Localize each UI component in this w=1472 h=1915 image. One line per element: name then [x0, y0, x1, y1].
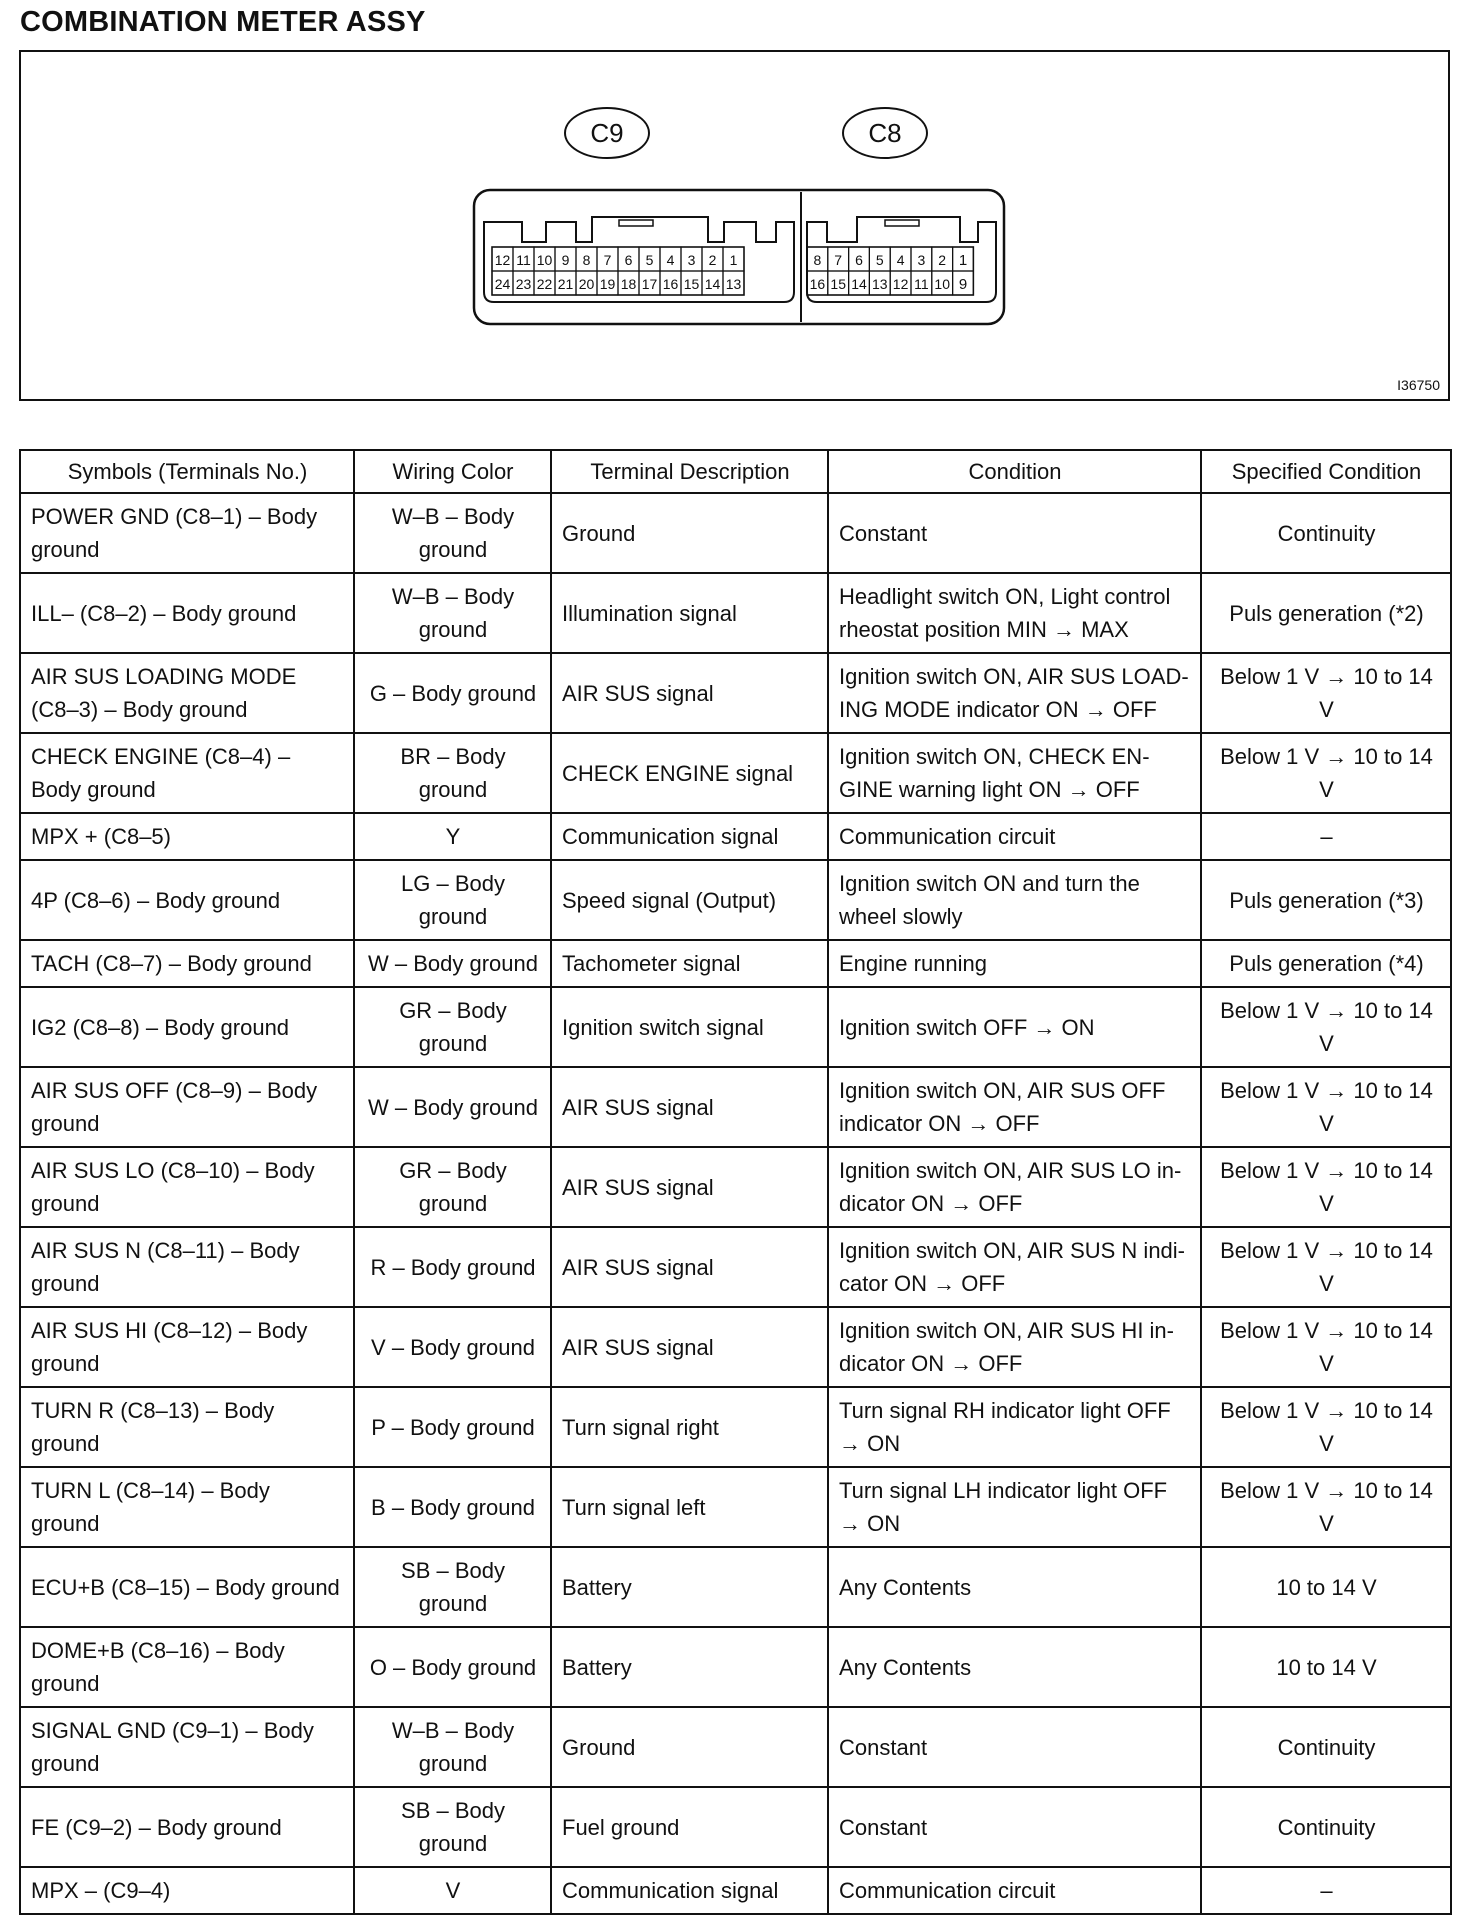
pin-number: 7 — [834, 252, 843, 268]
pin-number: 24 — [494, 276, 511, 292]
table-row — [20, 940, 1451, 987]
pin-number: 2 — [938, 252, 947, 268]
cell-symbols: AIR SUS N (C8–11) – Body ground — [20, 1227, 354, 1307]
pin-number: 14 — [851, 276, 867, 292]
cell-terminal-description: Speed signal (Output) — [551, 860, 828, 940]
table-row — [20, 1067, 1451, 1147]
table-row — [20, 860, 1451, 940]
terminal-table — [19, 449, 1452, 1915]
cell-specified-condition: Below 1 V → 10 to 14 V — [1201, 987, 1451, 1067]
pin-number: 12 — [494, 252, 511, 268]
cell-condition: Constant — [828, 1787, 1201, 1867]
pin-number: 9 — [958, 276, 968, 293]
cell-terminal-description: Communication signal — [551, 1867, 828, 1914]
cell-wiring-color: W–B – Body ground — [354, 493, 551, 573]
connector-label: C8 — [868, 118, 902, 148]
pin-number: 8 — [813, 252, 822, 268]
pin-number: 5 — [875, 252, 884, 268]
cell-wiring-color: Y — [354, 813, 551, 860]
table-row — [20, 493, 1451, 573]
connector-figure — [19, 50, 1450, 401]
pin-number: 11 — [914, 276, 929, 292]
cell-specified-condition: Below 1 V → 10 to 14 V — [1201, 1067, 1451, 1147]
pin-number: 5 — [645, 252, 654, 268]
cell-wiring-color: BR – Body ground — [354, 733, 551, 813]
table-row — [20, 1147, 1451, 1227]
cell-terminal-description: Turn signal left — [551, 1467, 828, 1547]
pin-number: 22 — [536, 276, 553, 292]
cell-wiring-color: SB – Body ground — [354, 1787, 551, 1867]
cell-symbols: FE (C9–2) – Body ground — [20, 1787, 354, 1867]
cell-terminal-description: Ground — [551, 493, 828, 573]
cell-wiring-color: W–B – Body ground — [354, 1707, 551, 1787]
cell-condition: Ignition switch ON and turn the wheel slowly — [828, 860, 1201, 940]
table-header-row — [20, 450, 1451, 493]
cell-wiring-color: SB – Body ground — [354, 1547, 551, 1627]
cell-condition: Constant — [828, 1707, 1201, 1787]
cell-condition: Ignition switch ON, AIR SUS LOAD-ING MODE indicator ON → OFF — [828, 653, 1201, 733]
cell-specified-condition: Puls generation (*4) — [1201, 940, 1451, 987]
cell-symbols: AIR SUS HI (C8–12) – Body ground — [20, 1307, 354, 1387]
cell-specified-condition: Continuity — [1201, 1787, 1451, 1867]
pin-number: 11 — [516, 252, 531, 268]
cell-condition: Turn signal LH indicator light OFF → ON — [828, 1467, 1201, 1547]
cell-wiring-color: W–B – Body ground — [354, 573, 551, 653]
cell-symbols: SIGNAL GND (C9–1) – Body ground — [20, 1707, 354, 1787]
cell-specified-condition: 10 to 14 V — [1201, 1627, 1451, 1707]
pin-number: 15 — [683, 276, 700, 292]
cell-wiring-color: V – Body ground — [354, 1307, 551, 1387]
cell-terminal-description: AIR SUS signal — [551, 1227, 828, 1307]
cell-terminal-description: Tachometer signal — [551, 940, 828, 987]
cell-condition: Headlight switch ON, Light control rheostat position MIN → MAX — [828, 573, 1201, 653]
table-row — [20, 573, 1451, 653]
cell-symbols: 4P (C8–6) – Body ground — [20, 860, 354, 940]
cell-specified-condition: Below 1 V → 10 to 14 V — [1201, 1467, 1451, 1547]
cell-condition: Any Contents — [828, 1627, 1201, 1707]
cell-wiring-color: B – Body ground — [354, 1467, 551, 1547]
pin-number: 12 — [892, 276, 909, 292]
pin-number: 4 — [896, 252, 905, 268]
pin-number: 17 — [641, 276, 658, 292]
pin-number: 10 — [536, 252, 553, 268]
cell-terminal-description: Fuel ground — [551, 1787, 828, 1867]
cell-terminal-description: Turn signal right — [551, 1387, 828, 1467]
table-row — [20, 1627, 1451, 1707]
cell-terminal-description: Illumination signal — [551, 573, 828, 653]
pin-number: 13 — [872, 276, 888, 292]
cell-terminal-description: CHECK ENGINE signal — [551, 733, 828, 813]
cell-symbols: ECU+B (C8–15) – Body ground — [20, 1547, 354, 1627]
cell-wiring-color: W – Body ground — [354, 1067, 551, 1147]
cell-wiring-color: V — [354, 1867, 551, 1914]
cell-condition: Engine running — [828, 940, 1201, 987]
cell-symbols: ILL– (C8–2) – Body ground — [20, 573, 354, 653]
connector-diagram — [21, 52, 1447, 398]
cell-specified-condition: Puls generation (*3) — [1201, 860, 1451, 940]
cell-condition: Communication circuit — [828, 813, 1201, 860]
pin-number: 9 — [561, 252, 570, 268]
cell-condition: Ignition switch ON, AIR SUS HI in-dicator ON → OFF — [828, 1307, 1201, 1387]
pin-number: 13 — [725, 276, 742, 292]
cell-wiring-color: P – Body ground — [354, 1387, 551, 1467]
pin-number: 23 — [515, 276, 532, 292]
cell-condition: Ignition switch OFF → ON — [828, 987, 1201, 1067]
connector-latch — [885, 220, 919, 226]
pin-number: 4 — [666, 252, 675, 268]
table-row — [20, 733, 1451, 813]
header-specified-condition: Specified Condition — [1201, 450, 1451, 493]
pin-number: 16 — [809, 276, 826, 292]
table-row — [20, 1307, 1451, 1387]
cell-condition: Constant — [828, 493, 1201, 573]
cell-wiring-color: R – Body ground — [354, 1227, 551, 1307]
pin-number: 10 — [934, 276, 950, 292]
cell-symbols: AIR SUS OFF (C8–9) – Body ground — [20, 1067, 354, 1147]
cell-wiring-color: LG – Body ground — [354, 860, 551, 940]
cell-terminal-description: Ignition switch signal — [551, 987, 828, 1067]
cell-terminal-description: AIR SUS signal — [551, 1147, 828, 1227]
cell-symbols: DOME+B (C8–16) – Body ground — [20, 1627, 354, 1707]
pin-number: 1 — [729, 252, 738, 268]
table-row — [20, 987, 1451, 1067]
cell-terminal-description: Communication signal — [551, 813, 828, 860]
cell-wiring-color: W – Body ground — [354, 940, 551, 987]
cell-symbols: IG2 (C8–8) – Body ground — [20, 987, 354, 1067]
cell-specified-condition: Continuity — [1201, 493, 1451, 573]
table-row — [20, 1787, 1451, 1867]
cell-specified-condition: Continuity — [1201, 1707, 1451, 1787]
header-condition: Condition — [828, 450, 1201, 493]
table-row — [20, 1467, 1451, 1547]
header-symbols: Symbols (Terminals No.) — [20, 450, 354, 493]
pin-number: 8 — [582, 252, 591, 268]
cell-terminal-description: Battery — [551, 1627, 828, 1707]
pin-number: 20 — [578, 276, 595, 292]
table-row — [20, 1867, 1451, 1914]
pin-number: 3 — [687, 252, 696, 268]
cell-condition: Ignition switch ON, CHECK EN-GINE warning light ON → OFF — [828, 733, 1201, 813]
cell-terminal-description: AIR SUS signal — [551, 1067, 828, 1147]
header-wiring-color: Wiring Color — [354, 450, 551, 493]
pin-number: 21 — [557, 276, 574, 292]
cell-symbols: TURN R (C8–13) – Body ground — [20, 1387, 354, 1467]
cell-symbols: AIR SUS LOADING MODE (C8–3) – Body ground — [20, 653, 354, 733]
table-row — [20, 1707, 1451, 1787]
table-row — [20, 1387, 1451, 1467]
cell-terminal-description: Ground — [551, 1707, 828, 1787]
cell-terminal-description: AIR SUS signal — [551, 653, 828, 733]
pin-number: 6 — [855, 252, 863, 268]
cell-symbols: AIR SUS LO (C8–10) – Body ground — [20, 1147, 354, 1227]
pin-number: 2 — [708, 252, 717, 268]
cell-condition: Communication circuit — [828, 1867, 1201, 1914]
table-row — [20, 1227, 1451, 1307]
cell-specified-condition: Below 1 V → 10 to 14 V — [1201, 1387, 1451, 1467]
pin-number: 14 — [704, 276, 721, 292]
pin-number: 16 — [662, 276, 679, 292]
pin-number: 18 — [620, 276, 637, 292]
cell-specified-condition: Below 1 V → 10 to 14 V — [1201, 653, 1451, 733]
pin-number: 19 — [599, 276, 616, 292]
cell-condition: Ignition switch ON, AIR SUS LO in-dicator ON → OFF — [828, 1147, 1201, 1227]
table-row — [20, 653, 1451, 733]
table-row — [20, 813, 1451, 860]
header-terminal-description: Terminal Description — [551, 450, 828, 493]
cell-condition: Any Contents — [828, 1547, 1201, 1627]
pin-number: 15 — [830, 276, 846, 292]
cell-specified-condition: Puls generation (*2) — [1201, 573, 1451, 653]
cell-symbols: POWER GND (C8–1) – Body ground — [20, 493, 354, 573]
pin-number: 3 — [917, 252, 926, 268]
cell-specified-condition: – — [1201, 813, 1451, 860]
cell-wiring-color: O – Body ground — [354, 1627, 551, 1707]
cell-condition: Ignition switch ON, AIR SUS N indi-cator ON → OFF — [828, 1227, 1201, 1307]
cell-symbols: MPX + (C8–5) — [20, 813, 354, 860]
cell-condition: Turn signal RH indicator light OFF → ON — [828, 1387, 1201, 1467]
connector-latch — [619, 220, 653, 226]
cell-symbols: MPX – (C9–4) — [20, 1867, 354, 1914]
page-title: COMBINATION METER ASSY — [20, 6, 426, 38]
cell-specified-condition: 10 to 14 V — [1201, 1547, 1451, 1627]
cell-terminal-description: Battery — [551, 1547, 828, 1627]
cell-specified-condition: Below 1 V → 10 to 14 V — [1201, 1227, 1451, 1307]
pin-number: 1 — [958, 252, 968, 269]
cell-symbols: CHECK ENGINE (C8–4) – Body ground — [20, 733, 354, 813]
cell-wiring-color: GR – Body ground — [354, 987, 551, 1067]
pin-number: 7 — [603, 252, 612, 268]
cell-specified-condition: Below 1 V → 10 to 14 V — [1201, 1307, 1451, 1387]
table-row — [20, 1547, 1451, 1627]
cell-condition: Ignition switch ON, AIR SUS OFF indicator ON → OFF — [828, 1067, 1201, 1147]
cell-wiring-color: GR – Body ground — [354, 1147, 551, 1227]
pin-number: 6 — [624, 252, 633, 268]
cell-symbols: TURN L (C8–14) – Body ground — [20, 1467, 354, 1547]
figure-code: I36750 — [1397, 377, 1440, 393]
cell-terminal-description: AIR SUS signal — [551, 1307, 828, 1387]
connector-label: C9 — [590, 118, 624, 148]
cell-specified-condition: Below 1 V → 10 to 14 V — [1201, 1147, 1451, 1227]
cell-wiring-color: G – Body ground — [354, 653, 551, 733]
cell-symbols: TACH (C8–7) – Body ground — [20, 940, 354, 987]
cell-specified-condition: – — [1201, 1867, 1451, 1914]
cell-specified-condition: Below 1 V → 10 to 14 V — [1201, 733, 1451, 813]
